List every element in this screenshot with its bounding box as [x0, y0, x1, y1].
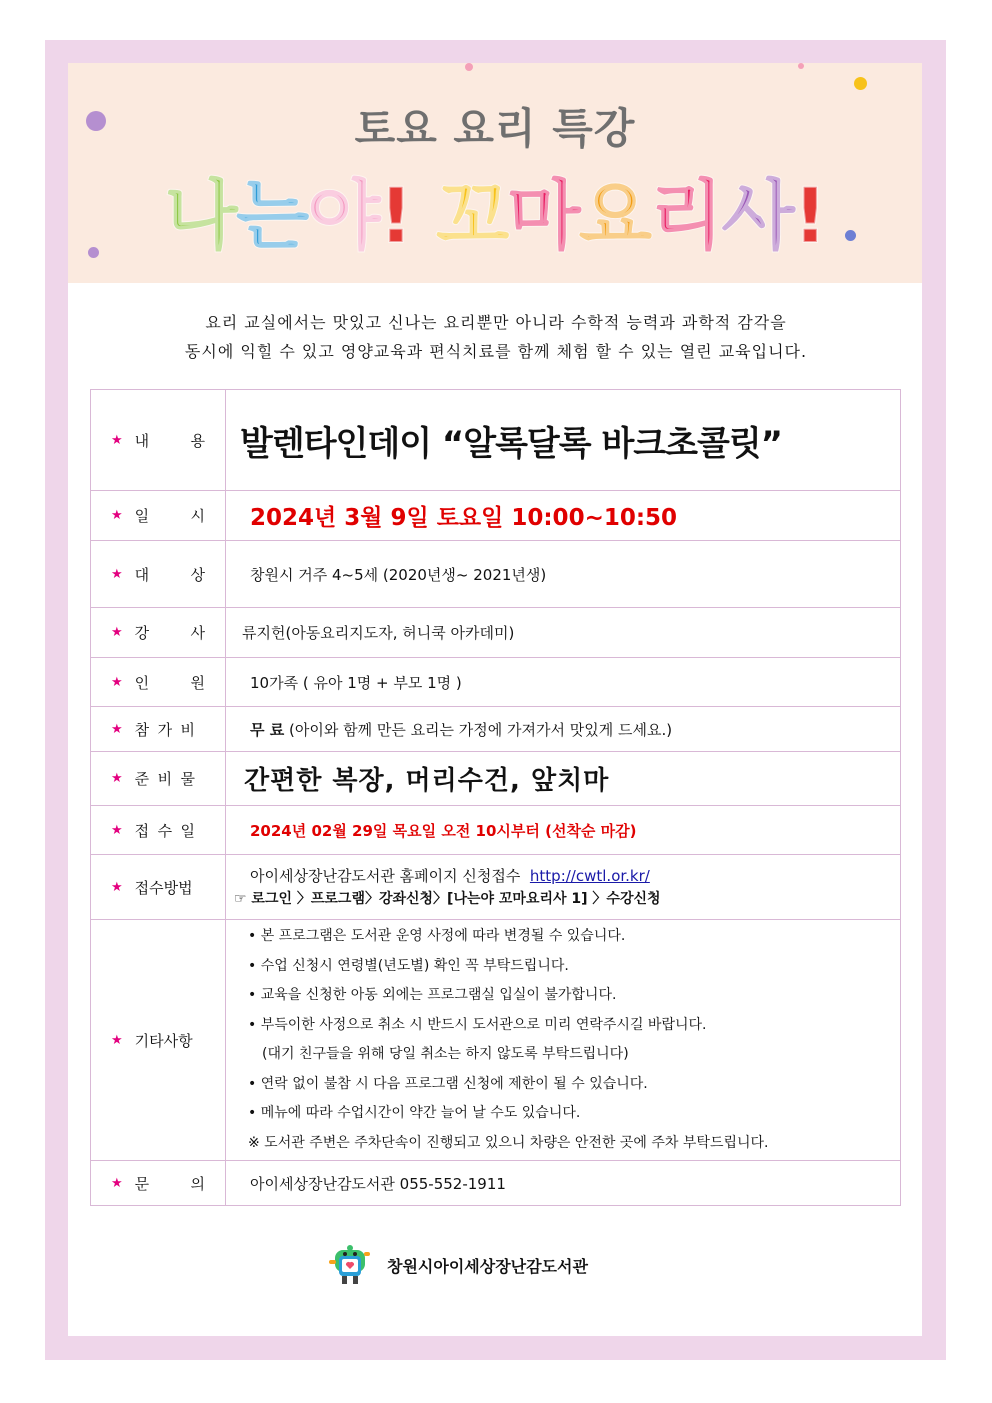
title-char: [411, 171, 435, 260]
title-char: 리: [650, 171, 722, 260]
star-icon: ★: [111, 879, 123, 895]
title-char: 요: [578, 171, 651, 260]
row-label: 강 사: [134, 624, 205, 642]
row-label: 기타사항: [134, 1031, 193, 1050]
program-date: 2024년 3월 9일 토요일 10:00~10:50: [250, 505, 678, 531]
row-target: [91, 541, 901, 608]
row-capacity: [91, 658, 901, 707]
row-reg-method: [91, 855, 901, 920]
row-label: 접수방법: [134, 878, 193, 897]
star-icon: ★: [111, 625, 123, 640]
note-item: • 교육을 신청한 아동 외에는 프로그램실 입실이 불가합니다.: [248, 987, 617, 1003]
row-etc: [91, 920, 901, 1161]
row-prep: [91, 752, 901, 806]
title-char: !: [792, 171, 826, 260]
row-contact: [91, 1161, 901, 1206]
intro-paragraph: [90, 308, 902, 366]
contact-value: 아이세상장난감도서관 055-552-1911: [226, 1161, 901, 1206]
registration-date: 2024년 02월 29일 목요일 오전 10시부터 (선착순 마감): [250, 821, 637, 840]
decor-dot: [798, 63, 804, 69]
event-title: [68, 155, 922, 264]
row-label: 대 상: [134, 565, 205, 584]
target-value: 창원시 거주 4~5세 (2020년생~ 2021년생): [226, 541, 901, 608]
header-banner: [68, 63, 922, 283]
note-item: • 부득이한 사정으로 취소 시 반드시 도서관으로 미리 연락주시길 바랍니다.: [248, 1016, 707, 1033]
capacity-value: 10가족 ( 유아 1명 + 부모 1명 ): [226, 658, 901, 707]
row-content: [91, 390, 901, 491]
event-subtitle: 토요 요리 특강: [354, 104, 636, 153]
star-icon: ★: [111, 1175, 123, 1191]
note-item: • 수업 신청시 연령별(년도별) 확인 꼭 부탁드립니다.: [248, 957, 569, 974]
intro-line: 동시에 익힐 수 있고 영양교육과 편식치료를 함께 체험 할 수 있는 열린 교육입니다.: [184, 342, 808, 361]
library-mascot-icon: [325, 1242, 375, 1288]
row-label: 문 의: [134, 1174, 205, 1193]
row-reg-date: [91, 806, 901, 855]
note-item: (대기 친구들을 위해 당일 취소는 하지 않도록 부탁드립니다): [262, 1046, 629, 1062]
star-icon: ★: [111, 674, 123, 690]
row-date: [91, 491, 901, 541]
star-icon: ★: [111, 432, 123, 448]
title-char: !: [378, 171, 412, 260]
row-label: 참 가 비: [134, 720, 195, 739]
title-char: 나: [164, 171, 236, 260]
row-fee: [91, 707, 901, 752]
title-char: 마: [507, 171, 579, 260]
prep-value: 간편한 복장, 머리수건, 앞치마: [244, 766, 610, 796]
star-icon: ★: [111, 822, 123, 838]
row-label: 준 비 물: [134, 770, 195, 788]
row-instructor: [91, 608, 901, 658]
note-item: • 본 프로그램은 도서관 운영 사정에 따라 변경될 수 있습니다.: [248, 928, 626, 944]
star-icon: ★: [111, 1032, 123, 1048]
row-label: 인 원: [134, 673, 205, 692]
row-label: 내 용: [134, 431, 205, 450]
library-name: 창원시아이세상장난감도서관: [387, 1256, 588, 1276]
title-char: 는: [235, 171, 308, 260]
note-item: • 메뉴에 따라 수업시간이 약간 늘어 날 수도 있습니다.: [248, 1105, 581, 1121]
note-item: ※ 도서관 주변은 주차단속이 진행되고 있으니 차량은 안전한 곳에 주차 부탁드립니다.: [248, 1134, 769, 1151]
program-info-table: [90, 389, 901, 1206]
title-char: 야: [307, 171, 379, 260]
decor-dot: [465, 63, 473, 71]
star-icon: ★: [111, 566, 123, 582]
notes-list: [248, 920, 900, 1160]
fee-value: 무 료 (아이와 함께 만든 요리는 가정에 가져가서 맛있게 드세요.): [226, 707, 901, 752]
star-icon: ★: [111, 508, 123, 523]
reg-method-text: 아이세상장난감도서관 홈페이지 신청접수: [250, 867, 521, 885]
row-label: 접 수 일: [134, 821, 195, 840]
star-icon: ★: [111, 721, 123, 737]
program-title: 발렌타인데이 “알록달록 바크초콜릿”: [240, 423, 783, 464]
row-label: 일 시: [134, 507, 205, 525]
note-item: • 연락 없이 불참 시 다음 프로그램 신청에 제한이 될 수 있습니다.: [248, 1075, 648, 1092]
homepage-link[interactable]: http://cwtl.or.kr/: [529, 867, 650, 885]
title-char: 사: [721, 171, 793, 260]
footer: [325, 1242, 588, 1288]
instructor-value: 류지헌(아동요리지도자, 허니쿡 아카데미): [226, 608, 901, 658]
star-icon: ★: [111, 771, 123, 786]
intro-line: 요리 교실에서는 맛있고 신나는 요리뿐만 아니라 수학적 능력과 과학적 감각을: [205, 313, 787, 332]
reg-method-steps: ☞ 로그인 〉프로그램〉강좌신청〉[나는야 꼬마요리사 1] 〉수강신청: [234, 891, 661, 907]
decor-dot: [854, 77, 867, 90]
title-char: 꼬: [435, 171, 508, 260]
